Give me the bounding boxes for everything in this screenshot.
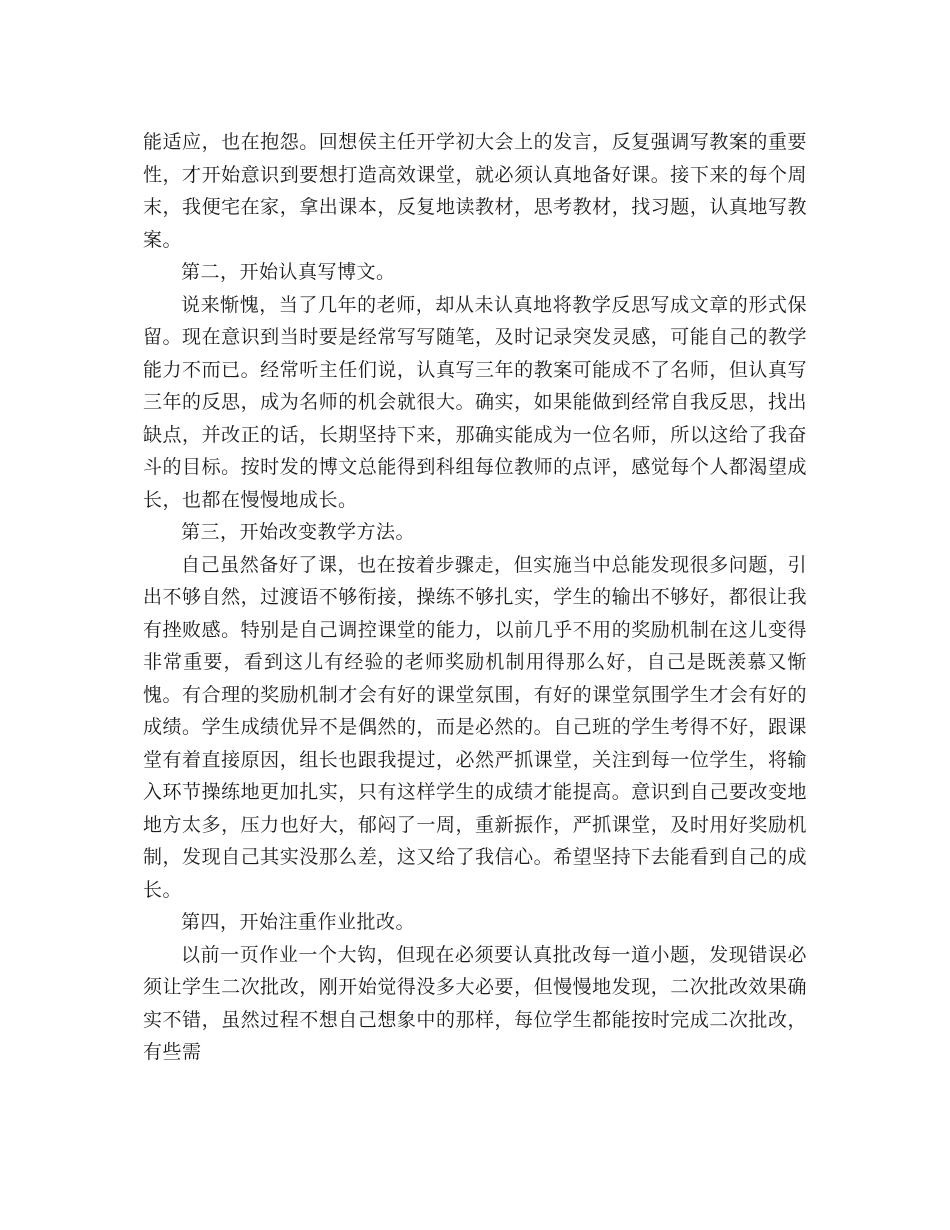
- heading-fourth: 第四，开始注重作业批改。: [181, 911, 416, 933]
- paragraph-1: 能适应，也在抱怨。回想侯主任开学初大会上的发言，反复强调写教案的重要性，才开始意识到要想打造高效课堂，就必须认真地备好课。接下来的每个周末，我便宅在家，拿出课本，反复地读教材，思考教材，找习题，认真地写教案。: [143, 131, 807, 251]
- paragraph-3: 自己虽然备好了课，也在按着步骤走，但实施当中总能发现很多问题，引出不够自然，过渡语不够衔接，操练不够扎实，学生的输出不够好，都很让我有挫败感。特别是自己调控课堂的能力，以前几乎不用的奖励机制在这儿变得非常重要，看到这儿有经验的老师奖励机制用得那么好，自己是既羡慕又惭愧。有合理的奖励机制才会有好的课堂氛围，有好的课堂氛围学生才会有好的成绩。学生成绩优异不是偶然的，而是必然的。自己班的学生考得不好，跟课堂有着直接原因，组长也跟我提过，必然严抓课堂，关注到每一位学生，将输入环节操练地更加扎实，只有这样学生的成绩才能提高。意识到自己要改变地地方太多，压力也好大，郁闷了一周，重新振作，严抓课堂，及时用好奖励机制，发现自己其实没那么差，这又给了我信心。希望坚持下去能看到自己的成长。: [143, 553, 807, 901]
- heading-third: 第三，开始改变教学方法。: [181, 521, 416, 543]
- document-page: [143, 126, 807, 1069]
- paragraph-2: 说来惭愧，当了几年的老师，却从未认真地将教学反思写成文章的形式保留。现在意识到当时要是经常写写随笔，及时记录突发灵感，可能自己的教学能力不而已。经常听主任们说，认真写三年的教案可能成不了名师，但认真写三年的反思，成为名师的机会就很大。确实，如果能做到经常自我反思，找出缺点，并改正的话，长期坚持下来，那确实能成为一位名师，所以这给了我奋斗的目标。按时发的博文总能得到科组每位教师的点评，感觉每个人都渴望成长，也都在慢慢地成长。: [143, 293, 807, 511]
- heading-second: 第二，开始认真写博文。: [181, 261, 396, 283]
- paragraph-4: 以前一页作业一个大钩，但现在必须要认真批改每一道小题，发现错误必须让学生二次批改，刚开始觉得没多大必要，但慢慢地发现，二次批改效果确实不错，虽然过程不想自己想象中的那样，每位学生都能按时完成二次批改，有些需: [143, 943, 807, 1063]
